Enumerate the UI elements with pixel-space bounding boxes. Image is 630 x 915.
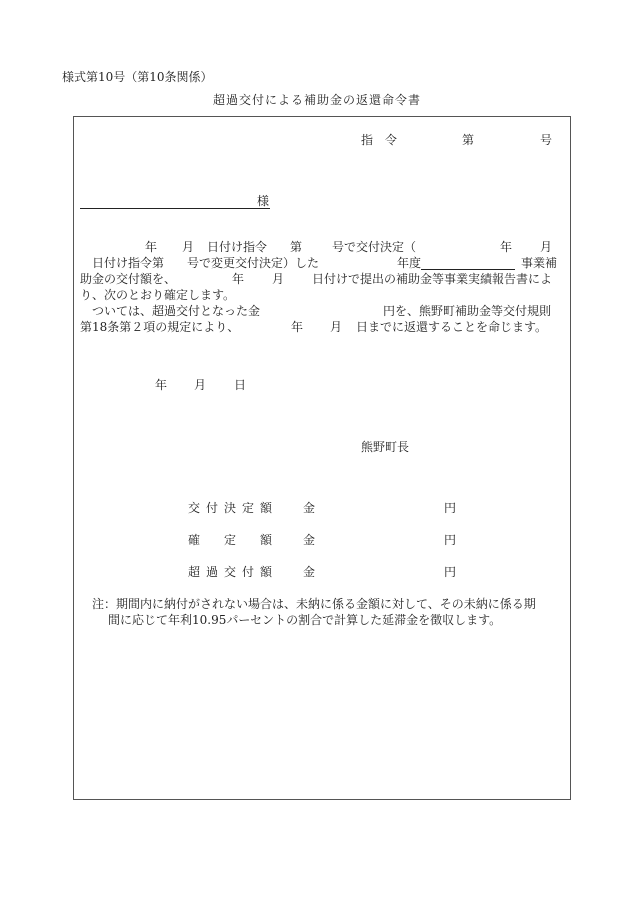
note-line-2: 間に応じて年利10.95パーセントの割合で計算した延滞金を徴収します。 (108, 613, 502, 627)
addressee-line (80, 208, 270, 209)
body-text: 年 (500, 240, 513, 254)
amount-label: 交付決定額 (188, 501, 279, 515)
note-line-1: 注：期間内に納付がされない場合は、未納に係る金額に対して、その未納に係る期 (92, 597, 536, 611)
document-frame (73, 116, 571, 800)
project-name-line (421, 269, 515, 270)
body-text: 第 (152, 256, 165, 270)
amount-unit: 円 (444, 501, 457, 515)
issuer: 熊野町長 (361, 440, 410, 454)
body-text: 日付けで提出の補助金等事業実績報告書によ (312, 272, 553, 286)
body-text: 第18条第２項の規定により、 (80, 320, 240, 334)
body-text: 年度 (397, 256, 422, 270)
body-text: 月 (272, 272, 285, 286)
body-text: 第 (290, 240, 303, 254)
date-month: 月 (194, 378, 207, 392)
body-text: 年 (145, 240, 158, 254)
document-title: 超過交付による補助金の返還命令書 (213, 93, 422, 107)
amount-unit: 円 (444, 533, 457, 547)
body-text: り、次のとおり確定します。 (80, 288, 236, 302)
body-text: 号で変更交付決定）した (187, 256, 320, 270)
body-text: ついては、超過交付となった金 (92, 304, 261, 318)
body-text: 号で交付決定（ (332, 240, 417, 254)
order-label: 指 令 (361, 133, 398, 147)
body-text: 月 (182, 240, 195, 254)
amount-prefix: 金 (303, 501, 316, 515)
date-year: 年 (155, 378, 168, 392)
body-text: 日付け指令 (92, 256, 153, 270)
body-text: 月 (540, 240, 553, 254)
amount-prefix: 金 (303, 533, 316, 547)
amount-unit: 円 (444, 565, 457, 579)
amount-label: 確 定 額 (188, 533, 279, 547)
date-day: 日 (234, 378, 247, 392)
body-text: 年 (291, 320, 304, 334)
body-text: 事業補 (521, 256, 558, 270)
amount-prefix: 金 (303, 565, 316, 579)
order-dai: 第 (462, 133, 475, 147)
body-text: 月 (330, 320, 343, 334)
form-number: 様式第10号（第10条関係） (62, 70, 213, 84)
body-text: 円を、熊野町補助金等交付規則 (383, 304, 552, 318)
amount-label: 超過交付額 (188, 565, 279, 579)
body-text: 日までに返還することを命じます。 (356, 320, 548, 334)
body-text: 日付け指令 (207, 240, 268, 254)
order-go: 号 (540, 133, 553, 147)
addressee-honorific: 様 (257, 194, 270, 208)
body-text: 助金の交付額を、 (80, 272, 177, 286)
body-text: 年 (232, 272, 245, 286)
